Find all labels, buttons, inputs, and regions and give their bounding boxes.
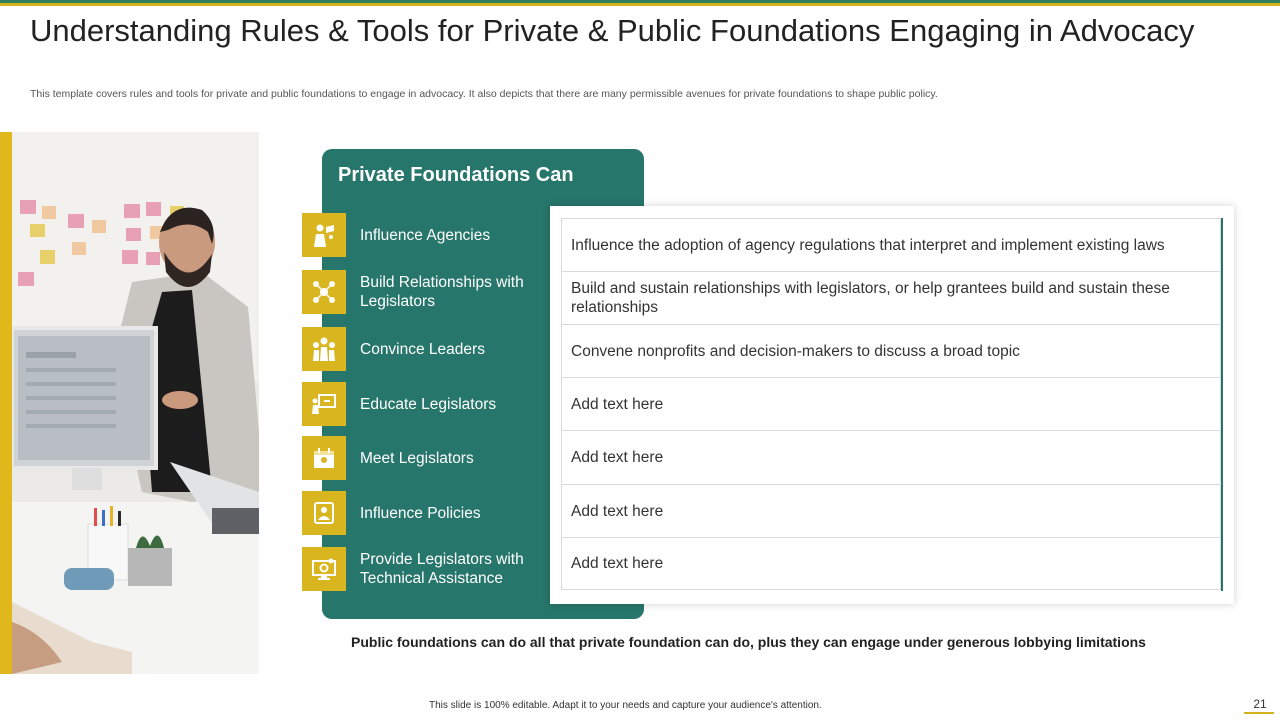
table-row: Add text here — [561, 377, 1221, 430]
item-influence-agencies — [302, 213, 552, 257]
description-table — [561, 218, 1223, 591]
table-row: Build and sustain relationships with legislators, or help grantees build and sustain these relationships — [561, 271, 1221, 324]
top-accent-bar-gold — [0, 3, 1280, 6]
item-convince-leaders — [302, 327, 552, 371]
table-row: Influence the adoption of agency regulations that interpret and implement existing laws — [561, 218, 1221, 271]
item-label: Influence Agencies — [360, 226, 491, 244]
group-leaders-icon — [302, 327, 346, 371]
item-influence-policies — [302, 491, 552, 535]
item-label: Influence Policies — [360, 504, 481, 522]
item-label: Provide Legislators with Technical Assistance — [360, 551, 524, 587]
panel-title: Private Foundations Can — [338, 164, 574, 186]
table-row: Add text here — [561, 430, 1221, 483]
slide-subtitle: This template covers rules and tools for private and public foundations to engage in advocacy. It also depicts that there are many permissible avenues for private foundations to shape public policy. — [30, 88, 938, 100]
item-label: Meet Legislators — [360, 449, 474, 467]
meeting-calendar-icon — [302, 436, 346, 480]
agency-person-icon — [302, 213, 346, 257]
public-foundations-note: Public foundations can do all that private foundation can do, plus they can engage under generous lobbying limitations — [351, 634, 1146, 650]
item-educate-legislators — [302, 382, 552, 426]
footer-text: This slide is 100% editable. Adapt it to your needs and capture your audience's attention. — [429, 700, 822, 711]
page-number: 21 — [1253, 697, 1267, 711]
item-label: Educate Legislators — [360, 395, 497, 413]
slide-title: Understanding Rules & Tools for Private & Public Foundations Engaging in Advocacy — [30, 13, 1195, 48]
item-build-relationships — [302, 270, 552, 314]
table-row: Add text here — [561, 484, 1221, 537]
table-row: Add text here — [561, 537, 1221, 590]
network-people-icon — [302, 270, 346, 314]
id-card-icon — [302, 491, 346, 535]
page-number-underline — [1244, 712, 1274, 714]
photo-accent-strip — [0, 132, 12, 674]
monitor-gear-icon — [302, 547, 346, 591]
item-technical-assistance — [302, 547, 552, 591]
office-photo — [12, 132, 259, 674]
item-label: Convince Leaders — [360, 340, 485, 358]
item-meet-legislators — [302, 436, 552, 480]
table-row: Convene nonprofits and decision-makers to discuss a broad topic — [561, 324, 1221, 377]
presentation-board-icon — [302, 382, 346, 426]
item-label: Build Relationships with Legislators — [360, 274, 524, 310]
